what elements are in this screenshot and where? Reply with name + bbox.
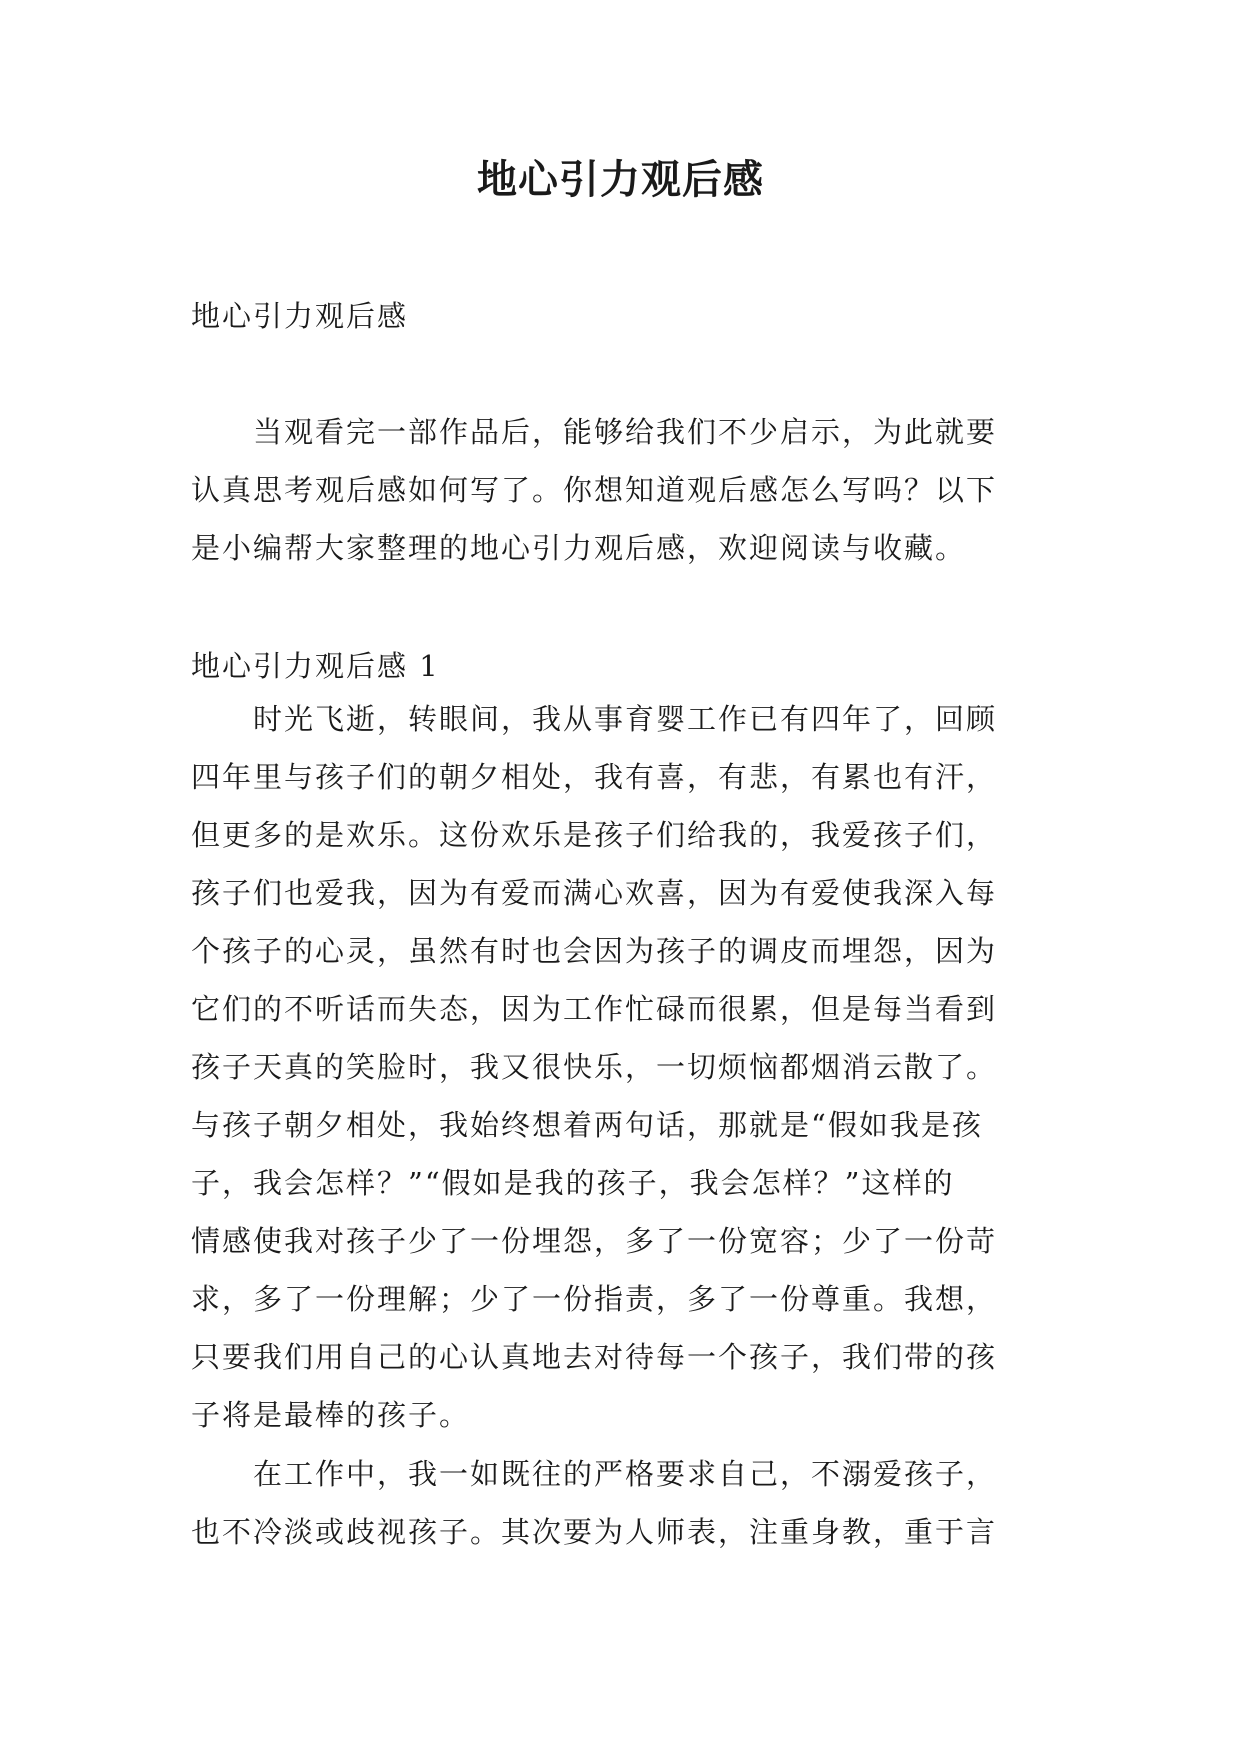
paragraph-line: 孩子们也爱我，因为有爱而满心欢喜，因为有爱使我深入每 xyxy=(191,876,998,910)
paragraph-line: 个孩子的心灵，虽然有时也会因为孩子的调皮而埋怨，因为 xyxy=(191,934,998,968)
body-paragraph-1 xyxy=(191,690,1057,1444)
paragraph-line: 孩子天真的笑脸时，我又很快乐，一切烦恼都烟消云散了。 xyxy=(191,1050,998,1084)
paragraph-line: 也不冷淡或歧视孩子。其次要为人师表，注重身教，重于言 xyxy=(191,1515,998,1549)
paragraph-line: 时光飞逝，转眼间，我从事育婴工作已有四年了，回顾 xyxy=(253,702,998,736)
paragraph-line: 只要我们用自己的心认真地去对待每一个孩子，我们带的孩 xyxy=(191,1340,998,1374)
paragraph-line: 情感使我对孩子少了一份埋怨，多了一份宽容；少了一份苛 xyxy=(191,1224,998,1258)
paragraph-line: 子将是最棒的孩子。 xyxy=(191,1398,471,1432)
intro-line: 是小编帮大家整理的地心引力观后感，欢迎阅读与收藏。 xyxy=(191,531,967,565)
paragraph-line: 但更多的是欢乐。这份欢乐是孩子们给我的，我爱孩子们， xyxy=(191,818,998,852)
paragraph-line: 四年里与孩子们的朝夕相处，我有喜，有悲，有累也有汗， xyxy=(191,760,998,794)
paragraph-line: 它们的不听话而失态，因为工作忙碌而很累，但是每当看到 xyxy=(191,992,998,1026)
paragraph-line: 与孩子朝夕相处，我始终想着两句话，那就是“假如我是孩 xyxy=(191,1108,983,1142)
body-paragraph-2 xyxy=(191,1445,1057,1561)
document-title: 地心引力观后感 xyxy=(477,156,764,203)
intro-line: 当观看完一部作品后，能够给我们不少启示，为此就要 xyxy=(253,415,998,449)
intro-line: 认真思考观后感如何写了。你想知道观后感怎么写吗？以下 xyxy=(191,473,998,507)
section-heading: 地心引力观后感 1 xyxy=(191,649,440,683)
document-subtitle: 地心引力观后感 xyxy=(191,299,409,333)
paragraph-line: 在工作中，我一如既往的严格要求自己，不溺爱孩子， xyxy=(253,1457,998,1491)
paragraph-line: 求，多了一份理解；少了一份指责，多了一份尊重。我想， xyxy=(191,1282,998,1316)
paragraph-line: 子，我会怎样？”“假如是我的孩子，我会怎样？”这样的 xyxy=(191,1166,955,1200)
